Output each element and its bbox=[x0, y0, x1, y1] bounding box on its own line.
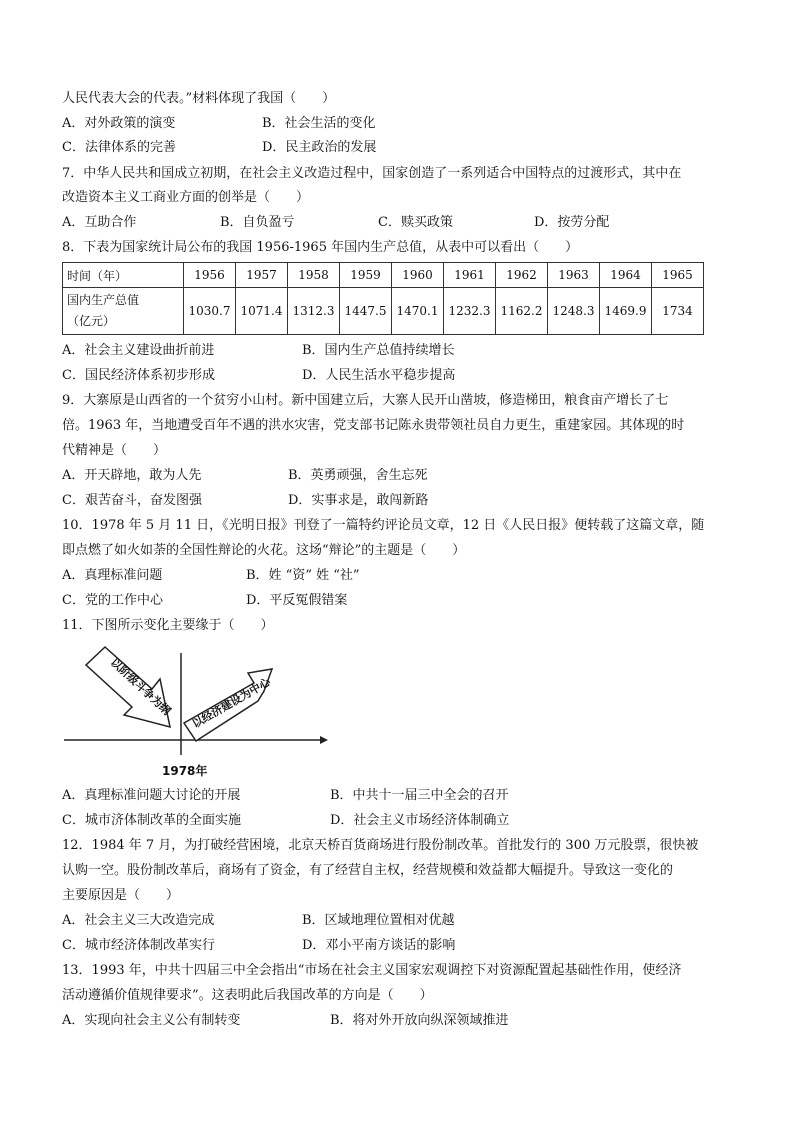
q9-option-d: D．实事求是，敢闯新路 bbox=[288, 493, 429, 508]
table-header-time: 时间（年） bbox=[63, 263, 184, 288]
q12-option-a: A．社会主义三大改造完成 bbox=[62, 913, 215, 928]
q12-option-b: B．区域地理位置相对优越 bbox=[302, 913, 455, 928]
question-8-stem: 8．下表为国家统计局公布的我国 1956-1965 年国内生产总值，从表中可以看出（ ） bbox=[62, 240, 579, 255]
table-cell-value: 1232.3 bbox=[444, 288, 496, 335]
q8-option-b: B．国内生产总值持续增长 bbox=[302, 343, 455, 358]
right-arrow-label: 以经济建设为中心 bbox=[190, 675, 273, 731]
question-9-stem: 9．大寨原是山西省的一个贫穷小山村。新中国建立后，大寨人民开山凿坡，修造梯田，粮食亩产增长了七 bbox=[62, 393, 669, 408]
left-arrow bbox=[86, 647, 174, 727]
q7-option-b: B．自负盈亏 bbox=[220, 215, 295, 230]
gdp-table bbox=[62, 262, 704, 335]
question-12-stem-cont: 认购一空。股份制改革后，商场有了资金，有了经营自主权，经营规模和效益都大幅提升。导致这一变化的 bbox=[62, 863, 674, 878]
question-10-stem-cont: 即点燃了如火如荼的全国性辩论的火花。这场“辩论”的主题是（ ） bbox=[62, 543, 466, 558]
question-7-stem: 7．中华人民共和国成立初期，在社会主义改造过程中，国家创造了一系列适合中国特点的过渡形式，其中在 bbox=[62, 166, 682, 181]
q7-option-d: D．按劳分配 bbox=[534, 215, 610, 230]
q11-option-b: B．中共十一届三中全会的召开 bbox=[330, 788, 509, 803]
table-cell-value: 1030.7 bbox=[184, 288, 236, 335]
q12-option-c: C．城市经济体制改革实行 bbox=[62, 938, 215, 953]
gdp-label-line-2: （亿元） bbox=[67, 314, 116, 328]
table-row bbox=[63, 288, 704, 335]
policy-shift-diagram bbox=[62, 645, 332, 780]
question-10-stem: 10．1978 年 5 月 11 日，《光明日报》刊登了一篇特约评论员文章，12 日《人民日报》便转载了这篇文章，随 bbox=[62, 518, 705, 533]
table-cell-year: 1963 bbox=[548, 263, 600, 288]
table-cell-value: 1071.4 bbox=[236, 288, 288, 335]
table-cell-year: 1960 bbox=[392, 263, 444, 288]
q10-option-a: A．真理标准问题 bbox=[62, 568, 163, 583]
table-cell-value: 1248.3 bbox=[548, 288, 600, 335]
table-cell-year: 1962 bbox=[496, 263, 548, 288]
table-cell-year: 1956 bbox=[184, 263, 236, 288]
q10-option-d: D．平反冤假错案 bbox=[246, 593, 348, 608]
q9-option-a: A．开天辟地，敢为人先 bbox=[62, 468, 202, 483]
question-9-stem-cont: 倍。1963 年，当地遭受百年不遇的洪水灾害，党支部书记陈永贵带领社员自力更生，重建家园。其体现的时 bbox=[62, 418, 685, 433]
q10-option-c: C．党的工作中心 bbox=[62, 593, 163, 608]
table-cell-year: 1965 bbox=[652, 263, 704, 288]
table-cell-year: 1959 bbox=[340, 263, 392, 288]
table-cell-value: 1469.9 bbox=[600, 288, 652, 335]
table-row bbox=[63, 263, 704, 288]
question-9-stem-end: 代精神是（ ） bbox=[62, 443, 167, 458]
table-cell-value: 1162.2 bbox=[496, 288, 548, 335]
table-cell-value: 1734 bbox=[652, 288, 704, 335]
q6-option-a: A．对外政策的演变 bbox=[62, 116, 176, 131]
question-11-stem: 11．下图所示变化主要缘于（ ） bbox=[62, 618, 274, 633]
table-cell-year: 1964 bbox=[600, 263, 652, 288]
q13-option-b: B．将对外开放向纵深领域推进 bbox=[330, 1013, 509, 1028]
question-12-stem-end: 主要原因是（ ） bbox=[62, 888, 180, 903]
q6-option-d: D．民主政治的发展 bbox=[262, 140, 377, 155]
q7-option-c: C．赎买政策 bbox=[378, 215, 453, 230]
year-label: 1978年 bbox=[162, 764, 208, 778]
table-cell-year: 1958 bbox=[288, 263, 340, 288]
table-cell-year: 1961 bbox=[444, 263, 496, 288]
q11-option-c: C．城市济体制改革的全面实施 bbox=[62, 813, 241, 828]
q12-option-d: D．邓小平南方谈话的影响 bbox=[302, 938, 456, 953]
q9-option-c: C．艰苦奋斗，奋发图强 bbox=[62, 493, 202, 508]
right-arrow bbox=[184, 669, 274, 741]
q11-option-d: D．社会主义市场经济体制确立 bbox=[330, 813, 510, 828]
question-13-stem: 13．1993 年，中共十四届三中全会指出“市场在社会主义国家宏观调控下对资源配置起基础性作用，使经济 bbox=[62, 963, 682, 978]
table-cell-value: 1447.5 bbox=[340, 288, 392, 335]
q13-option-a: A．实现向社会主义公有制转变 bbox=[62, 1013, 241, 1028]
q6-option-b: B．社会生活的变化 bbox=[262, 116, 376, 131]
table-cell-year: 1957 bbox=[236, 263, 288, 288]
q8-option-a: A．社会主义建设曲折前进 bbox=[62, 343, 215, 358]
question-12-stem: 12．1984 年 7 月，为打破经营困境，北京天桥百货商场进行股份制改革。首批发行的 300 万元股票，很快被 bbox=[62, 838, 699, 853]
table-cell-value: 1312.3 bbox=[288, 288, 340, 335]
q10-option-b: B．姓 “资” 姓 “社” bbox=[246, 568, 360, 583]
q7-option-a: A．互助合作 bbox=[62, 215, 137, 230]
table-cell-value: 1470.1 bbox=[392, 288, 444, 335]
q6-option-c: C．法律体系的完善 bbox=[62, 140, 176, 155]
q11-option-a: A．真理标准问题大讨论的开展 bbox=[62, 788, 241, 803]
q9-option-b: B．英勇顽强，舍生忘死 bbox=[288, 468, 428, 483]
q8-option-c: C．国民经济体系初步形成 bbox=[62, 368, 215, 383]
timeline-arrowhead bbox=[320, 736, 328, 744]
question-13-stem-cont: 活动遵循价值规律要求”。这表明此后我国改革的方向是（ ） bbox=[62, 988, 433, 1003]
question-6-stem-end: 人民代表大会的代表。”材料体现了我国（ ） bbox=[62, 91, 336, 106]
gdp-label-line-1: 国内生产总值 bbox=[67, 293, 140, 307]
left-arrow-label: 以阶级斗争为纲 bbox=[107, 655, 174, 718]
table-header-gdp bbox=[63, 288, 184, 335]
question-7-stem-cont: 改造资本主义工商业方面的创举是（ ） bbox=[62, 190, 310, 205]
q8-option-d: D．人民生活水平稳步提高 bbox=[302, 368, 456, 383]
